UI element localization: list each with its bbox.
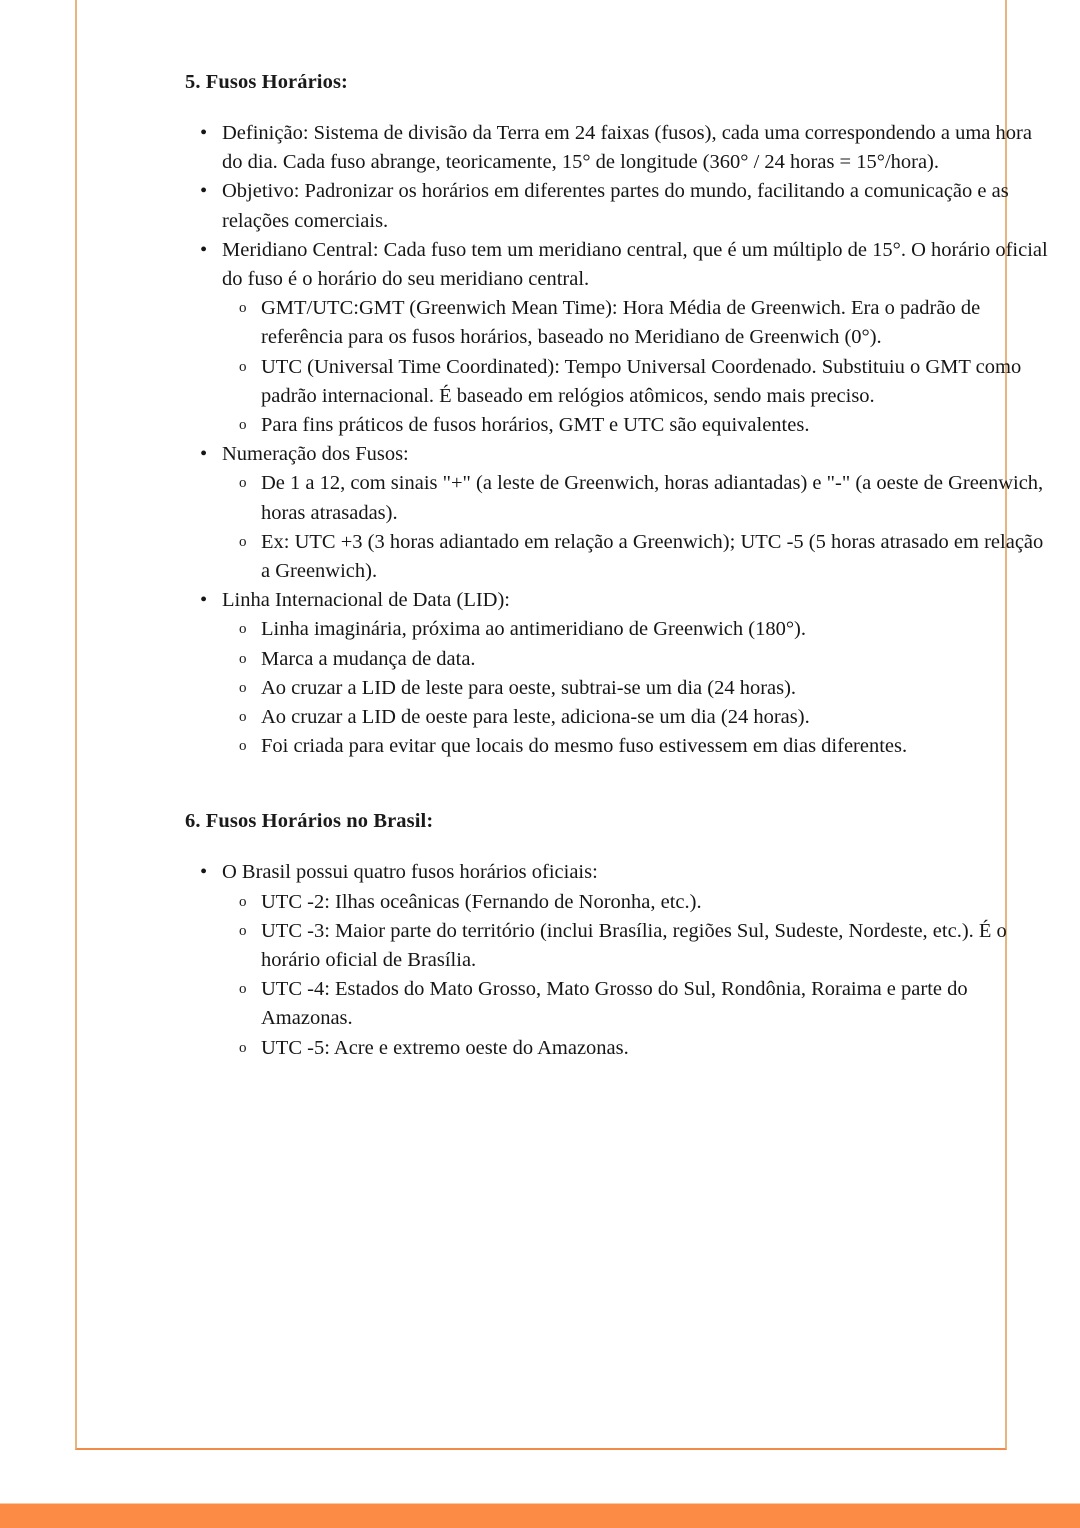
bullet-circle-icon: o — [239, 475, 247, 492]
section-heading: 5. Fusos Horários: — [185, 71, 348, 93]
sub-list-item — [223, 469, 1055, 527]
content-frame — [75, 0, 1048, 1450]
sub-list-item — [223, 645, 1055, 674]
bullet-list — [185, 119, 1055, 761]
sub-list-item — [223, 732, 1055, 761]
list-item-text: O Brasil possui quatro fusos horários oficiais: — [222, 861, 598, 884]
sub-bullet-list — [185, 294, 1055, 440]
sub-bullet-list — [185, 888, 1055, 1063]
sub-list-item — [223, 294, 1055, 352]
sub-list-item-text: Marca a mudança de data. — [261, 647, 476, 670]
list-item-text: Definição: Sistema de divisão da Terra em 24 faixas (fusos), cada uma correspondendo a uma hora do dia. Cada fuso abrange, teoricamente, 15° de longitude (360° / 24 horas = 15°/hora). — [222, 122, 1032, 174]
sub-list-item-text: UTC -3: Maior parte do território (inclui Brasília, regiões Sul, Sudeste, Nordeste, etc.). É o horário oficial de Brasília. — [261, 919, 1007, 972]
bullet-disc-icon: • — [200, 238, 208, 261]
sub-bullet-list — [185, 469, 1055, 586]
sub-bullet-list — [185, 615, 1055, 761]
sub-list-item — [223, 674, 1055, 703]
bullet-circle-icon: o — [239, 709, 247, 726]
document-body — [185, 68, 1055, 1063]
sub-list-item-text: De 1 a 12, com sinais "+" (a leste de Greenwich, horas adiantadas) e "-" (a oeste de Greenwich, horas atrasadas). — [261, 472, 1044, 524]
sub-list-item — [223, 353, 1055, 411]
sub-list-item-text: UTC -2: Ilhas oceânicas (Fernando de Noronha, etc.). — [261, 890, 702, 913]
list-item — [185, 858, 1055, 1062]
bullet-disc-icon: • — [200, 589, 208, 612]
bullet-disc-icon: • — [200, 122, 208, 144]
bullet-disc-icon: • — [200, 180, 208, 203]
sub-list-item-text: Para fins práticos de fusos horários, GMT e UTC são equivalentes. — [261, 414, 810, 437]
list-item — [185, 177, 1055, 235]
list-item-text: Linha Internacional de Data (LID): — [222, 589, 511, 612]
list-item-text: Meridiano Central: Cada fuso tem um meridiano central, que é um múltiplo de 15°. O horário oficial do fuso é o horário do seu meridiano central. — [222, 238, 1048, 291]
section-heading: 6. Fusos Horários no Brasil: — [185, 810, 434, 833]
sub-list-item — [223, 528, 1055, 586]
sub-list-item-text: UTC -4: Estados do Mato Grosso, Mato Grosso do Sul, Rondônia, Roraima e parte do Amazonas. — [261, 978, 968, 1030]
sub-list-item-text: UTC (Universal Time Coordinated): Tempo Universal Coordenado. Substituiu o GMT como padrão internacional. É baseado em relógios atômicos, sendo mais preciso. — [261, 355, 1022, 407]
list-item — [185, 586, 1055, 761]
bullet-circle-icon: o — [239, 981, 247, 998]
bullet-circle-icon: o — [239, 300, 247, 317]
bullet-circle-icon: o — [239, 893, 247, 910]
bullet-circle-icon: o — [239, 679, 247, 696]
list-item — [185, 236, 1055, 440]
bullet-circle-icon: o — [239, 533, 247, 550]
sub-list-item — [223, 975, 1055, 1033]
bullet-circle-icon: o — [239, 650, 247, 667]
sub-list-item — [223, 1034, 1055, 1063]
sub-list-item — [223, 411, 1055, 440]
bullet-circle-icon: o — [239, 621, 247, 638]
bullet-disc-icon: • — [200, 861, 208, 884]
sub-list-item — [223, 615, 1055, 644]
bullet-circle-icon: o — [239, 358, 247, 375]
bullet-circle-icon: o — [239, 1039, 247, 1056]
list-item — [185, 119, 1055, 177]
sub-list-item-text: UTC -5: Acre e extremo oeste do Amazonas. — [261, 1036, 629, 1059]
bullet-circle-icon: o — [239, 417, 247, 434]
list-item-text: Numeração dos Fusos: — [222, 443, 409, 466]
sub-list-item-text: Ao cruzar a LID de oeste para leste, adiciona-se um dia (24 horas). — [261, 706, 810, 729]
sub-list-item — [223, 703, 1055, 732]
sub-list-item-text: Foi criada para evitar que locais do mesmo fuso estivessem em dias diferentes. — [261, 735, 908, 758]
sub-list-item-text: GMT/UTC:GMT (Greenwich Mean Time): Hora Média de Greenwich. Era o padrão de referência para os fusos horários, baseado no Meridiano de Greenwich (0°). — [261, 297, 981, 349]
bullet-circle-icon: o — [239, 922, 247, 939]
sub-list-item — [223, 888, 1055, 917]
bullet-circle-icon: o — [239, 738, 247, 755]
sub-list-item-text: Linha imaginária, próxima ao antimeridiano de Greenwich (180°). — [261, 618, 806, 641]
list-item-text: Objetivo: Padronizar os horários em diferentes partes do mundo, facilitando a comunicação e as relações comerciais. — [222, 180, 1009, 232]
sub-list-item-text: Ex: UTC +3 (3 horas adiantado em relação a Greenwich); UTC -5 (5 horas atrasado em relação a Greenwich). — [261, 530, 1044, 583]
footer-accent-bar — [0, 1503, 1080, 1528]
sub-list-item — [223, 917, 1055, 975]
bullet-list — [185, 858, 1055, 1062]
list-item — [185, 440, 1055, 586]
bullet-disc-icon: • — [200, 443, 208, 466]
sub-list-item-text: Ao cruzar a LID de leste para oeste, subtrai-se um dia (24 horas). — [261, 676, 797, 699]
